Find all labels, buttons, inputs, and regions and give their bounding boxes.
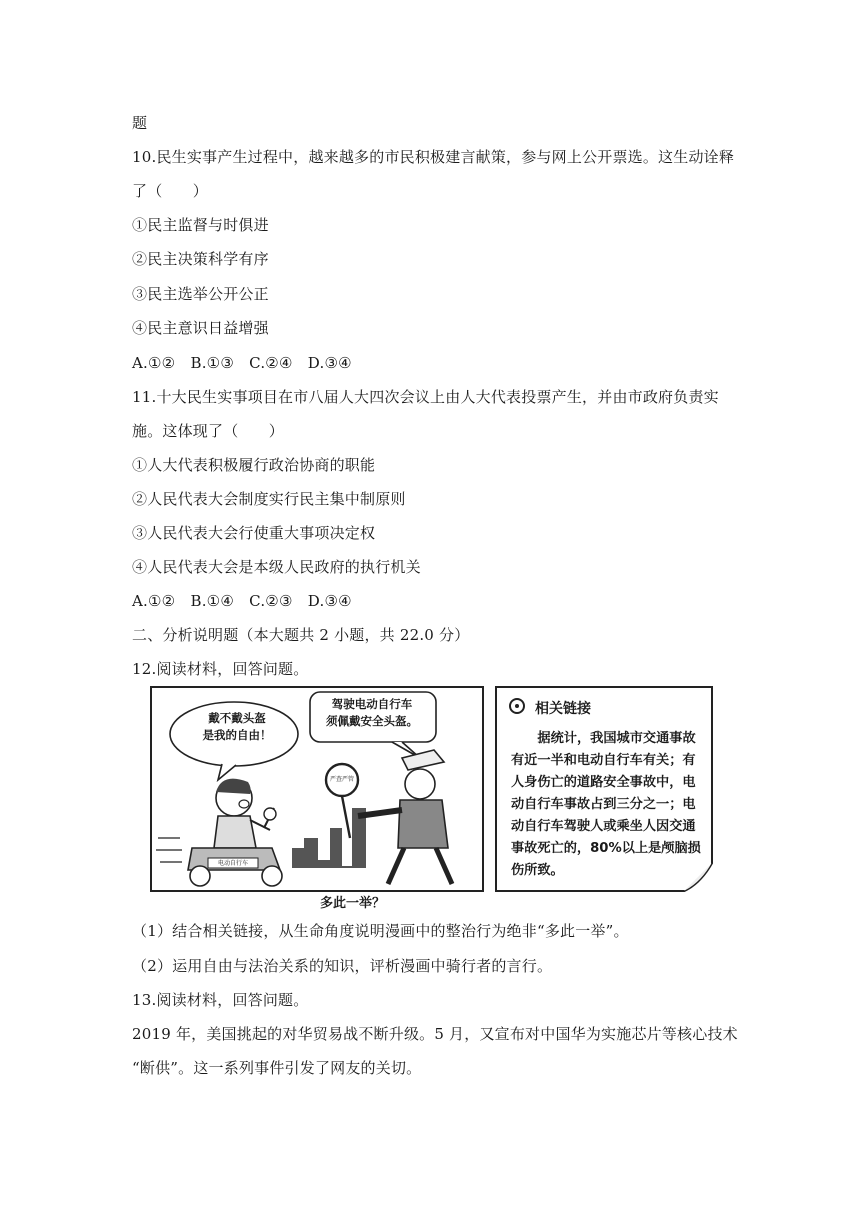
option-statement: ④人民代表大会是本级人民政府的执行机关 bbox=[132, 558, 421, 576]
text-line: 题 bbox=[132, 114, 148, 132]
answer-choices: A.①② B.①③ C.②④ D.③④ bbox=[132, 354, 352, 372]
related-link-panel bbox=[495, 686, 713, 892]
comic-figure bbox=[150, 686, 714, 912]
sub-question-1: （1）结合相关链接，从生命角度说明漫画中的整治行为绝非“多此一举”。 bbox=[132, 922, 629, 940]
material-text: 2019 年，美国挑起的对华贸易战不断升级。5 月，又宣布对中国华为实施芯片等核心技术 bbox=[132, 1025, 738, 1043]
sub-question-2: （2）运用自由与法治关系的知识，评析漫画中骑行者的言行。 bbox=[132, 957, 553, 975]
police-speech-bubble: 驾驶电动自行车 须佩戴安全头盔。 bbox=[326, 697, 418, 728]
answer-choices: A.①② B.①④ C.②③ D.③④ bbox=[132, 592, 352, 610]
material-text: “断供”。这一系列事件引发了网友的关切。 bbox=[132, 1059, 422, 1077]
rider-speech-bubble: 戴不戴头盔 是我的自由！ bbox=[202, 711, 272, 742]
text-line: 施。这体现了（ ） bbox=[132, 422, 285, 440]
option-statement: ③人民代表大会行使重大事项决定权 bbox=[132, 524, 376, 542]
comic-caption: 多此一举？ bbox=[320, 896, 386, 911]
stop-sign-text: 严查严管 bbox=[329, 776, 354, 783]
option-statement: ②民主决策科学有序 bbox=[132, 250, 269, 268]
scooter-plate-text: 电动自行车 bbox=[217, 860, 248, 867]
bullet-icon bbox=[509, 698, 525, 714]
option-statement: ①人大代表积极履行政治协商的职能 bbox=[132, 456, 376, 474]
question-13-stem: 13.阅读材料，回答问题。 bbox=[132, 991, 309, 1009]
section-heading: 二、分析说明题（本大题共 2 小题，共 22.0 分） bbox=[132, 626, 470, 644]
question-10-stem: 10.民生实事产生过程中，越来越多的市民积极建言献策，参与网上公开票选。这生动诠释 bbox=[132, 148, 735, 166]
option-statement: ②人民代表大会制度实行民主集中制原则 bbox=[132, 490, 406, 508]
question-11-stem: 11.十大民生实事项目在市八届人大四次会议上由人大代表投票产生，并由市政府负责实 bbox=[132, 388, 719, 406]
option-statement: ③民主选举公开公正 bbox=[132, 285, 269, 303]
related-link-body: 据统计，我国城市交通事故有近一半和电动自行车有关；有人身伤亡的道路安全事故中，电动自行车事故占到三分之一；电动自行车驾驶人或乘坐人因交通事故死亡的，80%以上是颅脑损伤所致。 bbox=[511, 731, 701, 878]
question-12-stem: 12.阅读材料，回答问题。 bbox=[132, 660, 309, 678]
related-link-title: 相关链接 bbox=[535, 701, 591, 717]
option-statement: ④民主意识日益增强 bbox=[132, 319, 269, 337]
option-statement: ①民主监督与时俱进 bbox=[132, 216, 269, 234]
text-line: 了（ ） bbox=[132, 182, 209, 200]
page-curl-icon bbox=[683, 862, 713, 892]
cartoon-panel bbox=[150, 686, 484, 892]
